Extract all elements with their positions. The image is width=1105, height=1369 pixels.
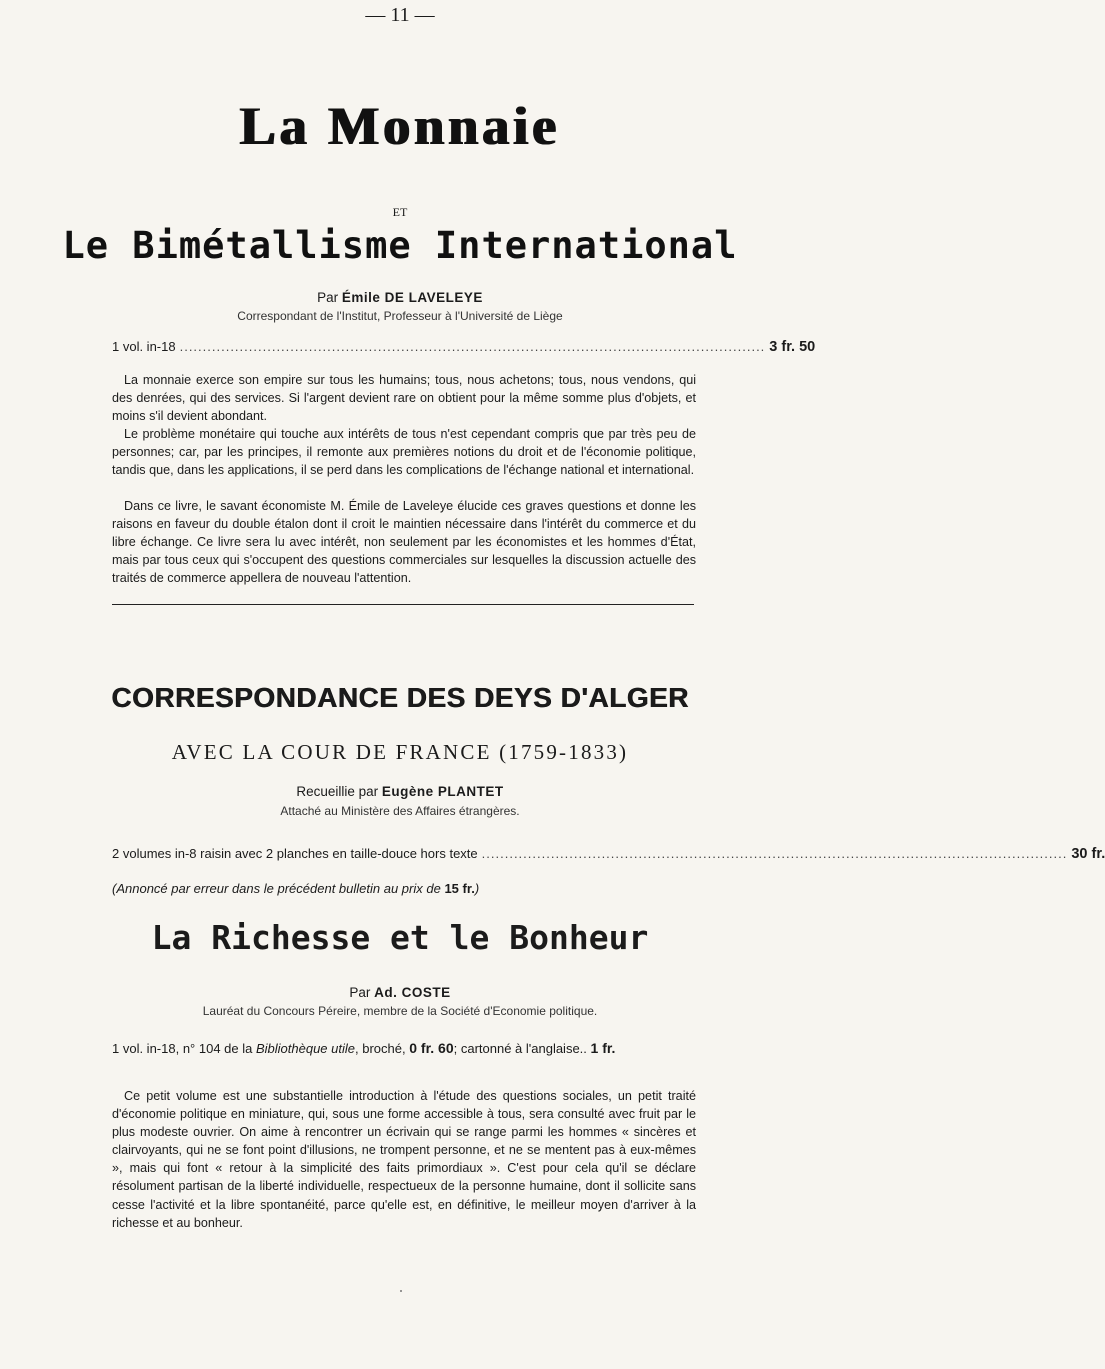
book1-author-line: [0, 290, 800, 305]
book3-series: Bibliothèque utile: [255, 1041, 356, 1056]
book3-format-mid: , broché,: [355, 1041, 406, 1056]
book1-conjunction: ET: [392, 205, 408, 219]
book2-subtitle: AVEC LA COUR DE FRANCE (1759-1833): [171, 740, 629, 764]
book3-format-prefix: 1 vol. in-18, n° 104 de la: [112, 1041, 253, 1056]
book3-price-broche: 0 fr. 60: [409, 1040, 454, 1056]
book1-author: Émile DE LAVELEYE: [341, 290, 483, 305]
book3-format-mid2: ; cartonné à l'anglaise..: [453, 1041, 587, 1056]
book2-by: Recueillie par: [296, 784, 379, 799]
book3-paragraph: Ce petit volume est une substantielle introduction à l'étude des questions sociales, un petit traité d'économie politique en miniature, qui, sous une forme accessible à tous, sera consulté avec fruit par le plus modeste ouvrier. On aime à rencontrer un écrivain qui se range parmi les hommes « sincères et clairvoyants, qui ne se font point d'illusions, ne trompent personne, et ne se mentent pas à eux-mêmes », mais qui font « retour à la simplicité des faits primordiaux ». C'est pour cela qu'il se déclare résolument partisan de la liberté individuelle, respectueux de la personne humaine, dont il sollicite sans cesse l'activité et la libre spontanéité, parce qu'elle est, en définitive, le meilleur moyen d'arriver à la richesse et au bonheur.: [112, 1089, 696, 1230]
book2-author: Eugène PLANTET: [381, 784, 504, 799]
dot-leader: ...............................................................................................................................: [481, 846, 1068, 861]
book1-price-line: [112, 339, 816, 355]
book2-author-line: [0, 784, 800, 799]
book2-note-price: 15 fr.: [444, 881, 475, 896]
book3-author-line: [0, 985, 800, 1000]
book1-paragraph-3: Dans ce livre, le savant économiste M. Émile de Laveleye élucide ces graves questions et donne les raisons en faveur du double étalon dont il croit le maintien nécessaire dans l'intérêt du commerce et du libre échange. Ce livre sera lu avec intérêt, non seulement par les économistes et les hommes d'État, mais par tous ceux qui s'occupent des questions commerciales sur lesquelles la discussion actuelle des traités de commerce appellera de nouveau l'attention.: [112, 499, 696, 586]
book2-note-close: ): [474, 881, 480, 896]
book1-paragraph-1: La monnaie exerce son empire sur tous les humains; tous, nous achetons; tous, nous vendons, qui des denrées, qui des services. Si l'argent devient rare on obtient pour la même somme plus d'objets, et moins s'il devient abondant.: [112, 373, 696, 424]
book2-title: CORRESPONDANCE DES DEYS D'ALGER: [111, 682, 689, 713]
book3-author: Ad. COSTE: [374, 985, 451, 1000]
book3-title: La Richesse et le Bonheur: [151, 918, 649, 957]
book1-price: 3 fr. 50: [769, 339, 816, 355]
book3-format-line: [112, 1040, 696, 1056]
book1-title: La Monnaie: [239, 96, 561, 156]
book2-format: 2 volumes in-8 raisin avec 2 planches en taille-douce hors texte: [112, 846, 478, 861]
section-divider: [112, 604, 694, 605]
book2-price-line: [112, 846, 1105, 862]
book1-title-line2: Le Bimétallisme International: [62, 224, 738, 267]
book1-credentials: Correspondant de l'Institut, Professeur à l'Université de Liège: [237, 309, 563, 323]
book3-price-cartonne: 1 fr.: [590, 1040, 616, 1056]
book3-credentials: Lauréat du Concours Péreire, membre de la Société d'Economie politique.: [202, 1004, 598, 1018]
book3-by: Par: [349, 985, 371, 1000]
book1-format: 1 vol. in-18: [112, 339, 176, 354]
page-number: — 11 —: [365, 4, 435, 26]
book1-by: Par: [317, 290, 339, 305]
dot-leader: ...............................................................................................................................: [179, 339, 766, 354]
book1-paragraph-2: Le problème monétaire qui touche aux intérêts de tous n'est cependant compris que par très peu de personnes; car, par les principes, il remonte aux premières notions du droit et de l'économie politique, tandis que, dans les applications, il se perd dans les complications de l'échange national et international.: [112, 427, 696, 478]
print-speck: [400, 1290, 402, 1292]
book2-erratum-note: [112, 881, 696, 896]
book2-note-text: (Annoncé par erreur dans le précédent bulletin au prix de: [112, 881, 441, 896]
book2-credentials: Attaché au Ministère des Affaires étrangères.: [280, 804, 520, 818]
book2-price: 30 fr.: [1071, 846, 1105, 862]
